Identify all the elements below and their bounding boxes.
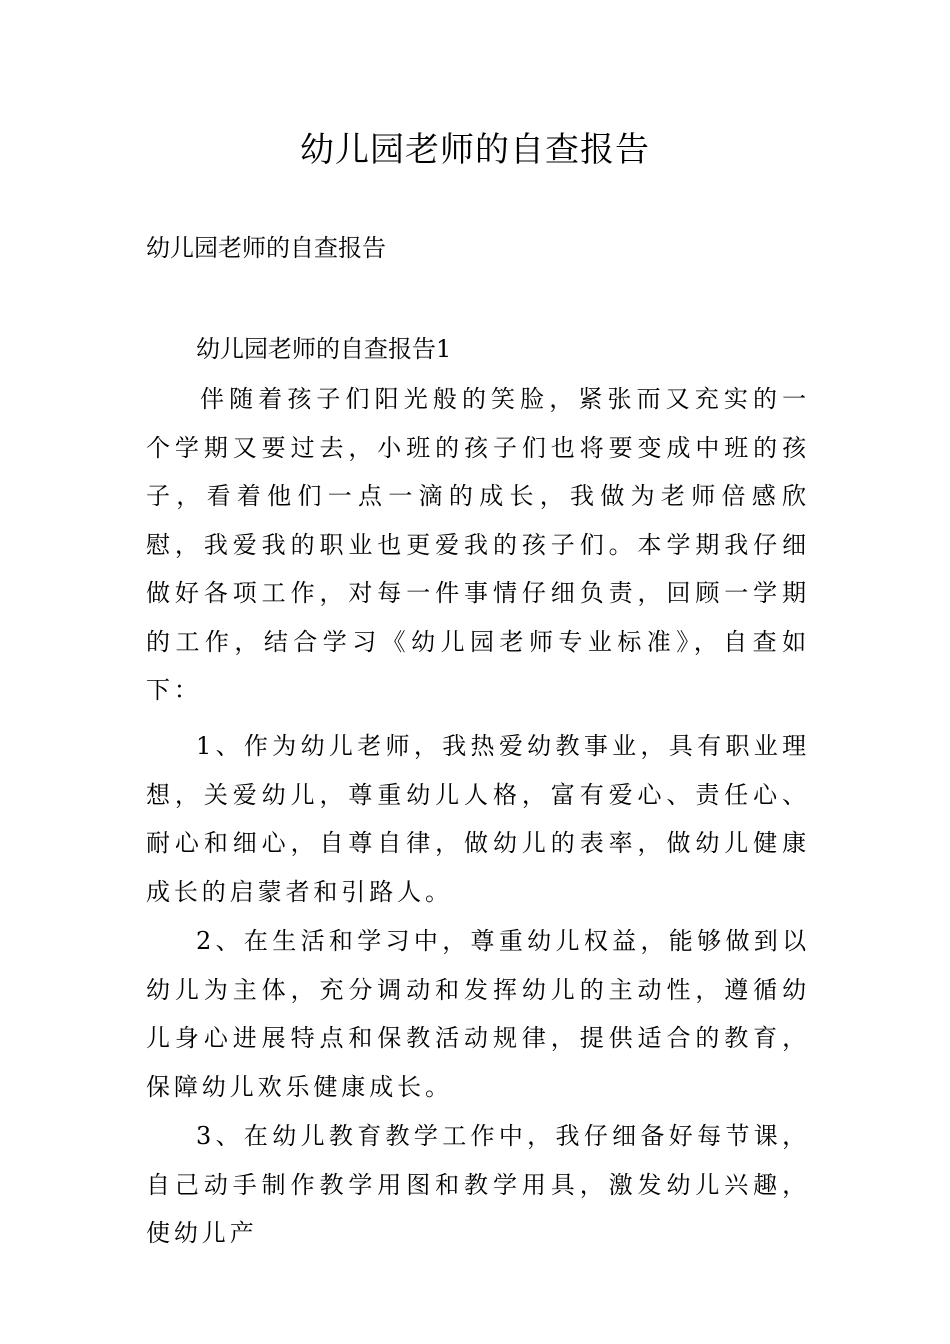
- document-title: 幼儿园老师的自查报告: [300, 130, 650, 170]
- paragraph-item-2: 2、在生活和学习中，尊重幼儿权益，能够做到以幼儿为主体，充分调动和发挥幼儿的主动性，遵循幼儿身心进展特点和保教活动规律，提供适合的教育，保障幼儿欢乐健康成长。: [146, 927, 810, 1101]
- paragraph-item-3: 3、在幼儿教育教学工作中，我仔细备好每节课，自己动手制作教学用图和教学用具，激发幼儿兴趣，使幼儿产: [146, 1122, 810, 1247]
- paragraph-item-1: 1、作为幼儿老师，我热爱幼教事业，具有职业理想，关爱幼儿，尊重幼儿人格，富有爱心、责任心、耐心和细心，自尊自律，做幼儿的表率，做幼儿健康成长的启蒙者和引路人。: [146, 732, 810, 906]
- document-subtitle: 幼儿园老师的自查报告: [146, 234, 386, 262]
- section-heading: 幼儿园老师的自查报告1: [196, 335, 452, 363]
- intro-paragraph: 伴随着孩子们阳光般的笑脸，紧张而又充实的一个学期又要过去，小班的孩子们也将要变成中班的孩子，看着他们一点一滴的成长，我做为老师倍感欣慰，我爱我的职业也更爱我的孩子们。本学期我仔细做好各项工作，对每一件事情仔细负责，回顾一学期的工作，结合学习《幼儿园老师专业标准》，自查如下：: [146, 385, 810, 704]
